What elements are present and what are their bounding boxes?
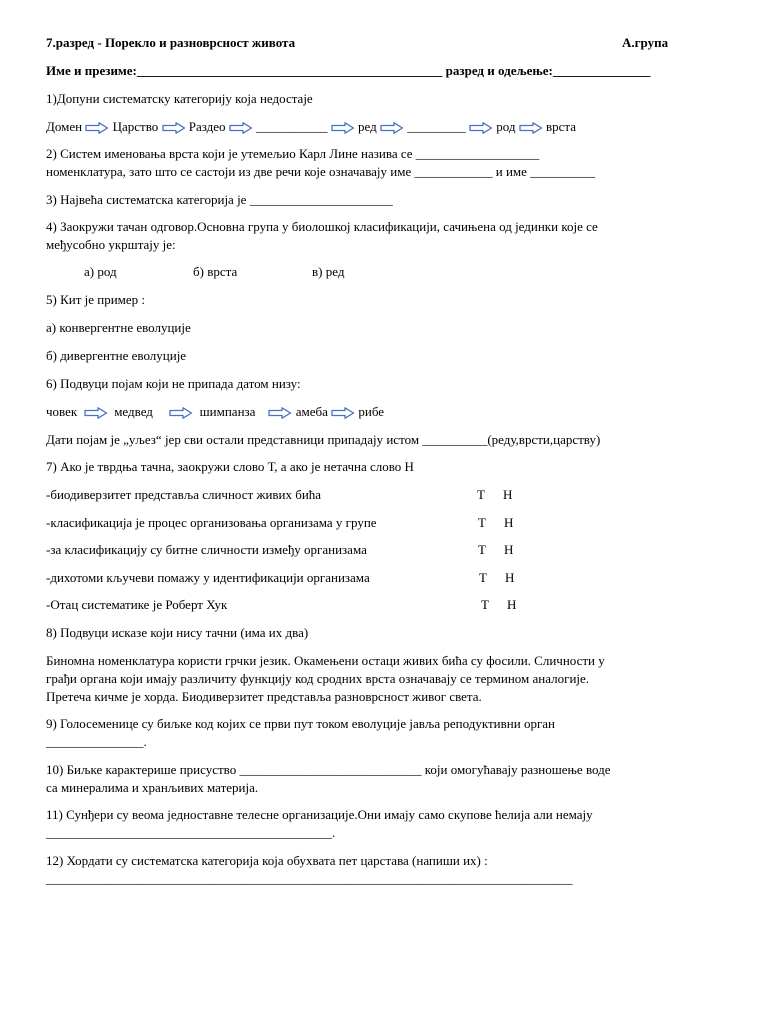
q7-statement-5: -Отац систематике је Роберт Хук — [46, 597, 228, 612]
question-4-line-1: 4) Заокружи тачан одговор.Основна група у биолошкој класификацији, сачињена од јединки које се — [46, 219, 598, 234]
item-bear[interactable]: медвед — [114, 404, 153, 419]
q7-1-false[interactable]: Н — [503, 487, 513, 502]
question-11-line-1: 11) Сунђери су веома једноставне телесне организације.Они имају само скупове ћелија али немају — [46, 807, 593, 822]
question-7: 7) Ако је тврдња тачна, заокружи слово Т, а ако је нетачна слово Н — [46, 459, 414, 474]
chain-species: врста — [546, 119, 577, 134]
name-label: Име и презиме: — [46, 63, 137, 78]
right-arrow-icon — [331, 122, 355, 134]
q7-1-true[interactable]: Т — [477, 487, 485, 502]
right-arrow-icon — [469, 122, 493, 134]
right-arrow-icon — [162, 122, 186, 134]
item-fish[interactable]: рибе — [358, 404, 385, 419]
right-arrow-icon — [229, 122, 253, 134]
class-label: разред и одељење: — [445, 63, 553, 78]
q7-2-true[interactable]: Т — [478, 515, 486, 530]
taxonomy-chain — [46, 119, 576, 135]
question-5: 5) Кит је пример : — [46, 292, 146, 307]
q7-5-false[interactable]: Н — [507, 597, 517, 612]
right-arrow-icon — [380, 122, 404, 134]
item-human[interactable]: човек — [46, 404, 78, 419]
question-6: 6) Подвуци појам који не припада датом низу: — [46, 376, 301, 391]
chain-blank-family[interactable]: _________ — [407, 119, 466, 134]
q7-4-true[interactable]: Т — [479, 570, 487, 585]
right-arrow-icon — [331, 407, 355, 419]
chain-blank-class[interactable]: ___________ — [256, 119, 328, 134]
q8-paragraph-line-1[interactable]: Биномна номенклатура користи грчки језик. Окамењени остаци живих бића су фосили. Сличности у — [46, 653, 605, 668]
item-amoeba[interactable]: амеба — [295, 404, 328, 419]
question-9-line-1: 9) Голосеменице су биљке код којих се први пут током еволуције јавља реподуктивни орган — [46, 716, 555, 731]
chain-phylum: Раздео — [188, 119, 226, 134]
question-2-line-1: 2) Систем именовања врста који је утемељио Карл Лине назива се ___________________ — [46, 146, 540, 161]
worksheet-title: 7.разред - Порекло и разноврсност живота — [46, 35, 296, 50]
q7-2-false[interactable]: Н — [504, 515, 514, 530]
question-3: 3) Највећа систематска категорија је ______________________ — [46, 192, 393, 207]
question-10-line-1: 10) Биљке карактерише присуство ____________________________ који омогућавају разношење воде — [46, 762, 611, 777]
question-2-line-2: номенклатура, зато што се састоји из две речи које означавају име ____________ и име __________ — [46, 164, 596, 179]
question-1: 1)Допуни систематску категорију која недостаје — [46, 91, 313, 106]
question-12-line-1: 12) Хордати су систематска категорија која обухвата пет царстава (напиши их) : — [46, 853, 488, 868]
chain-genus: род — [496, 119, 516, 134]
q7-statement-3: -за класификацију су битне сличности између организама — [46, 542, 367, 557]
class-blank[interactable]: _______________ — [552, 63, 651, 78]
q8-paragraph-line-3[interactable]: Претеча кичме је хорда. Биодиверзитет представља разноврсност живог света. — [46, 689, 482, 704]
q7-3-false[interactable]: Н — [504, 542, 514, 557]
question-8: 8) Подвуци исказе који нису тачни (има их два) — [46, 625, 309, 640]
q5-option-b[interactable]: б) дивергентне еволуције — [46, 348, 187, 363]
q5-option-a[interactable]: а) конвергентне еволуције — [46, 320, 191, 335]
q8-paragraph-line-2[interactable]: грађи органа који имају различиту функцију код сродних врста означавају се термином аналогије. — [46, 671, 590, 686]
group-label: А.група — [622, 35, 669, 50]
q7-statement-4: -дихотоми кључеви помажу у идентификацији организама — [46, 570, 370, 585]
right-arrow-icon — [84, 407, 108, 419]
q7-5-true[interactable]: Т — [481, 597, 489, 612]
q4-option-b[interactable]: б) врста — [193, 264, 238, 279]
q7-4-false[interactable]: Н — [505, 570, 515, 585]
q7-statement-2: -класификација је процес организовања организама у групе — [46, 515, 377, 530]
question-4-line-2: међусобно укрштају је: — [46, 237, 176, 252]
chain-kingdom: Царство — [112, 119, 159, 134]
q7-3-true[interactable]: Т — [478, 542, 486, 557]
right-arrow-icon — [169, 407, 193, 419]
q4-option-a[interactable]: а) род — [84, 264, 117, 279]
question-9-blank[interactable]: _______________. — [46, 734, 147, 749]
chain-domain: Домен — [46, 119, 83, 134]
name-line — [46, 63, 650, 79]
question-6-note: Дати појам је „уљез“ јер сви остали представници припадају истом __________(реду,врсти,царству) — [46, 432, 601, 447]
item-chimpanzee[interactable]: шимпанза — [199, 404, 256, 419]
right-arrow-icon — [519, 122, 543, 134]
question-10-line-2: са минералима и хранљивих материја. — [46, 780, 259, 795]
odd-one-chain — [46, 404, 384, 420]
right-arrow-icon — [85, 122, 109, 134]
right-arrow-icon — [268, 407, 292, 419]
name-blank[interactable]: _______________________________________________ — [136, 63, 443, 78]
question-11-blank[interactable]: ____________________________________________. — [46, 825, 336, 840]
question-12-blank[interactable]: _________________________________________________________________________________ — [46, 871, 573, 886]
q7-statement-1: -биодиверзитет представља сличност живих бића — [46, 487, 322, 502]
chain-order: ред — [358, 119, 377, 134]
q4-option-c[interactable]: в) ред — [312, 264, 345, 279]
